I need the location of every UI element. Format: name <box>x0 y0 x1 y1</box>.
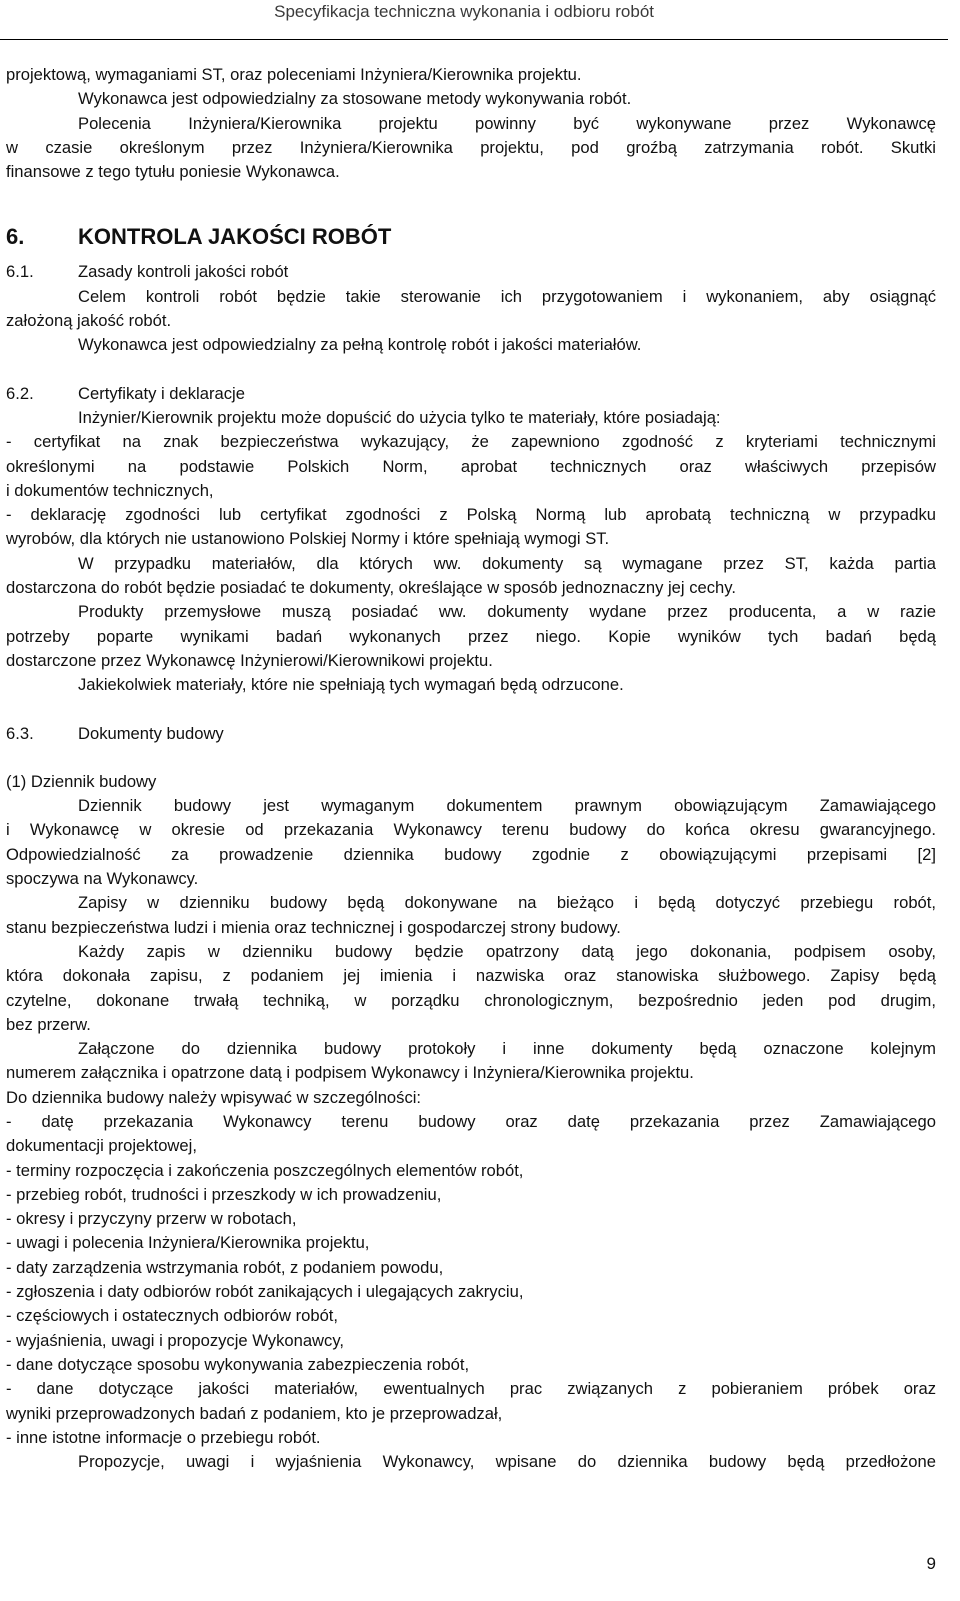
paragraph-line: Odpowiedzialność za prowadzenie dziennika budowy zgodnie z obowiązującymi przepisami [2] <box>6 844 936 864</box>
paragraph-line: czytelne, dokonane trwałą techniką, w porządku chronologicznym, bezpośrednio jeden pod drugim, <box>6 990 936 1010</box>
list-item: - zgłoszenia i daty odbiorów robót zanikających i ulegających zakryciu, <box>6 1282 524 1302</box>
paragraph-line: Każdy zapis w dzienniku budowy będzie opatrzony datą jego dokonania, podpisem osoby, <box>78 941 936 961</box>
subsection-heading <box>6 382 936 406</box>
intro-line: Polecenia Inżyniera/Kierownika projektu powinny być wykonywane przez Wykonawcę <box>78 113 936 133</box>
subsection-title: Certyfikaty i deklaracje <box>78 383 245 403</box>
list-item: - wyjaśnienia, uwagi i propozycje Wykonawcy, <box>6 1330 345 1350</box>
intro-line: Wykonawca jest odpowiedzialny za stosowane metody wykonywania robót. <box>78 89 632 109</box>
document-body <box>6 63 936 1474</box>
list-item: - częściowych i ostatecznych odbiorów robót, <box>6 1306 339 1326</box>
paragraph-line: która dokonała zapisu, z podaniem jej imienia i nazwiska oraz stanowiska służbowego. Zapisy będą <box>6 966 936 986</box>
paragraph-line: stanu bezpieczeństwa ludzi i mienia oraz technicznej i gospodarczej strony budowy. <box>6 917 621 937</box>
header-title: Specyfikacja techniczna wykonania i odbioru robót <box>274 2 654 21</box>
intro-line: w czasie określonym przez Inżyniera/Kierownika projektu, pod groźbą zatrzymania robót. Skutki <box>6 137 936 157</box>
paragraph-line: spoczywa na Wykonawcy. <box>6 869 199 889</box>
paragraph-line: Produkty przemysłowe muszą posiadać ww. dokumenty wydane przez producenta, a w razie <box>78 602 936 622</box>
paragraph-line: - certyfikat na znak bezpieczeństwa wykazujący, że zapewniono zgodność z kryteriami technicznymi <box>6 432 936 452</box>
paragraph-line: Zapisy w dzienniku budowy będą dokonywane na bieżąco i będą dotyczyć przebiegu robót, <box>78 893 936 913</box>
list-item: - uwagi i polecenia Inżyniera/Kierownika projektu, <box>6 1233 370 1253</box>
list-item: - terminy rozpoczęcia i zakończenia poszczególnych elementów robót, <box>6 1160 524 1180</box>
subsection-title: Zasady kontroli jakości robót <box>78 262 289 282</box>
paragraph-line: - deklarację zgodności lub certyfikat zgodności z Polską Normą lub aprobatą techniczną w przypadku <box>6 505 936 525</box>
paragraph-line: i Wykonawcę w okresie od przekazania Wykonawcy terenu budowy do końca okresu gwarancyjnego. <box>6 820 936 840</box>
intro-line: finansowe z tego tytułu poniesie Wykonawca. <box>6 162 340 182</box>
paragraph-line: Jakiekolwiek materiały, które nie spełniają tych wymagań będą odrzucone. <box>78 675 624 695</box>
paragraph-line: i dokumentów technicznych, <box>6 480 214 500</box>
page-header <box>0 0 948 40</box>
list-item: - datę przekazania Wykonawcy terenu budowy oraz datę przekazania przez Zamawiającego <box>6 1111 936 1131</box>
paragraph-line: Celem kontroli robót będzie takie sterowanie ich przygotowaniem i wykonaniem, aby osiągnąć <box>78 286 936 306</box>
list-item: wyniki przeprowadzonych badań z podaniem, kto je przeprowadzał, <box>6 1403 503 1423</box>
list-item: - inne istotne informacje o przebiegu robót. <box>6 1427 321 1447</box>
subsection-number: 6.3. <box>6 723 34 743</box>
subsection-number: 6.2. <box>6 383 34 403</box>
list-item: - okresy i przyczyny przerw w robotach, <box>6 1209 297 1229</box>
paragraph-line: wyrobów, dla których nie ustanowiono Polskiej Normy i które spełniają wymogi ST. <box>6 529 610 549</box>
intro-line: projektową, wymaganiami ST, oraz poleceniami Inżyniera/Kierownika projektu. <box>6 65 582 84</box>
diary-heading: (1) Dziennik budowy <box>6 771 157 791</box>
paragraph-line: Inżynier/Kierownik projektu może dopuścić do użycia tylko te materiały, które posiadają: <box>78 407 721 427</box>
paragraph-line: bez przerw. <box>6 1014 91 1034</box>
paragraph-line: Propozycje, uwagi i wyjaśnienia Wykonawcy, wpisane do dziennika budowy będą przedłożone <box>78 1452 936 1472</box>
section-title: KONTROLA JAKOŚCI ROBÓT <box>78 224 392 250</box>
paragraph-line: Załączone do dziennika budowy protokoły i inne dokumenty będą oznaczone kolejnym <box>78 1039 936 1059</box>
subsection-title: Dokumenty budowy <box>78 723 224 743</box>
list-item: - dane dotyczące sposobu wykonywania zabezpieczenia robót, <box>6 1354 470 1374</box>
paragraph-line: potrzeby poparte wynikami badań wykonanych przez niego. Kopie wyników tych badań będą <box>6 626 936 646</box>
page-number: 9 <box>926 1554 936 1573</box>
list-item: dokumentacji projektowej, <box>6 1136 197 1156</box>
paragraph-line: dostarczone przez Wykonawcę Inżynierowi/Kierownikowi projektu. <box>6 650 493 670</box>
subsection-heading <box>6 260 936 284</box>
paragraph-line: dostarczona do robót będzie posiadać te dokumenty, określające w sposób jednoznaczny jej cechy. <box>6 578 736 598</box>
paragraph-line: W przypadku materiałów, dla których ww. dokumenty są wymagane przez ST, każda partia <box>78 553 936 573</box>
paragraph-line: założoną jakość robót. <box>6 311 172 331</box>
paragraph-line: Dziennik budowy jest wymaganym dokumentem prawnym obowiązującym Zamawiającego <box>78 796 936 816</box>
section-heading <box>6 222 936 252</box>
subsection-number: 6.1. <box>6 262 34 282</box>
subsection-heading <box>6 722 936 746</box>
list-item: - przebieg robót, trudności i przeszkody w ich prowadzeniu, <box>6 1184 442 1204</box>
paragraph-line: Do dziennika budowy należy wpisywać w szczególności: <box>6 1087 422 1107</box>
paragraph-line: Wykonawca jest odpowiedzialny za pełną kontrolę robót i jakości materiałów. <box>78 335 642 355</box>
paragraph-line: określonymi na podstawie Polskich Norm, aprobat technicznych oraz właściwych przepisów <box>6 456 936 476</box>
list-item: - daty zarządzenia wstrzymania robót, z podaniem powodu, <box>6 1257 444 1277</box>
paragraph-line: numerem załącznika i opatrzone datą i podpisem Wykonawcy i Inżyniera/Kierownika projektu. <box>6 1063 694 1083</box>
section-number: 6. <box>6 224 25 250</box>
list-item: - dane dotyczące jakości materiałów, ewentualnych prac związanych z pobieraniem próbek oraz <box>6 1379 936 1399</box>
